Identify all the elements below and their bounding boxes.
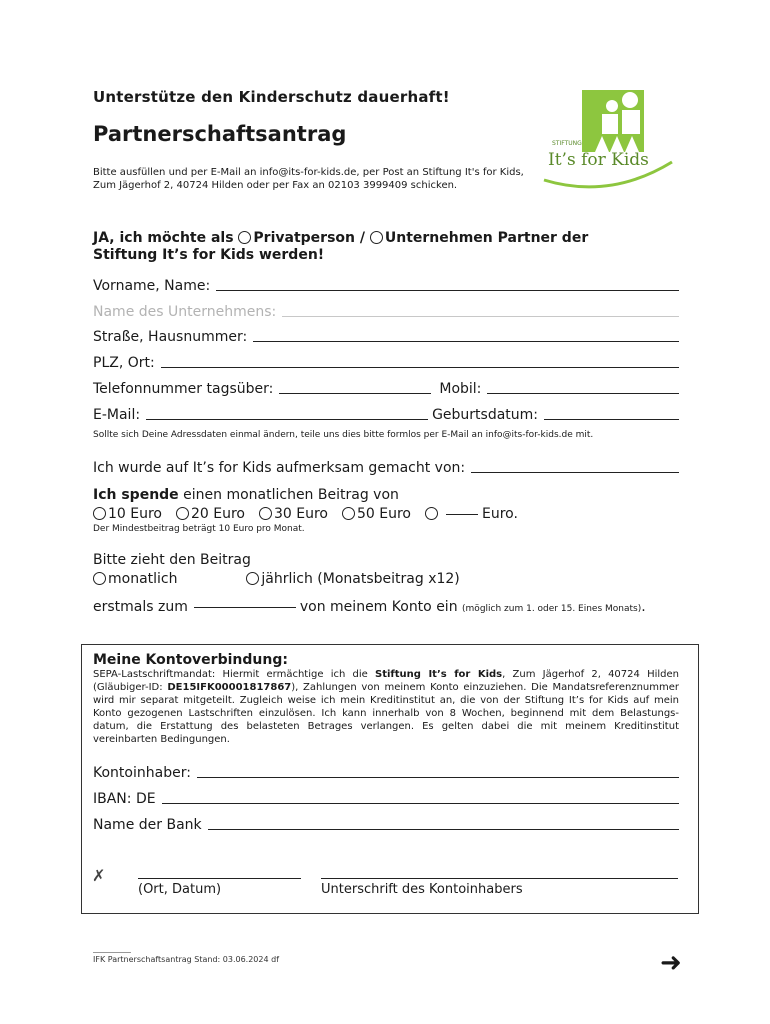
first-debit — [93, 599, 646, 615]
field-city — [93, 351, 679, 371]
radio-privatperson[interactable] — [238, 231, 251, 244]
account-holder-input[interactable] — [197, 776, 679, 778]
field-bank-name — [93, 813, 679, 833]
field-iban — [93, 787, 679, 807]
option-20-euro: 20 Euro — [191, 506, 245, 522]
email-label: E-Mail: — [93, 407, 141, 423]
place-date-input[interactable] — [138, 878, 301, 879]
logo-name: It’s for Kids — [548, 150, 649, 170]
option-monthly: monatlich — [108, 571, 178, 587]
field-account-holder — [93, 761, 679, 781]
mobile-label: Mobil: — [439, 381, 482, 397]
street-label: Straße, Hausnummer: — [93, 329, 248, 345]
first-debit-note: (möglich zum 1. oder 15. Eines Monats) — [462, 604, 642, 614]
mobile-input[interactable] — [487, 392, 679, 394]
first-debit-date-input[interactable] — [194, 606, 296, 608]
field-name — [93, 274, 679, 294]
attention-label: Ich wurde auf It’s for Kids aufmerksam gemacht von: — [93, 460, 466, 476]
sepa-creditor-id: DE15IFK00001817867 — [167, 682, 292, 693]
sepa-text-3: ), Zahlungen von meinem Konto einzuziehen. Die Mandatsreferenznummer wird mir separat mitgeteilt. Zugleich weise ich mein Kreditinstitut an, die von der Stiftung It’s for Kids auf mein Konto gezogenen Lastschriften einzulösen. Ich kann innerhalb von 8 Wochen, beginnend mit dem Belastungs-datum, die Erstattung des belasteten Betrages verlangen. Es gelten dabei die mit meinem Kreditinstitut vereinbarten Bedingungen. — [93, 682, 679, 745]
custom-amount-input[interactable] — [446, 513, 478, 515]
field-attention — [93, 456, 679, 476]
next-page-arrow-icon[interactable]: ➜ — [660, 948, 682, 978]
option-unternehmen: Unternehmen Partner der — [384, 230, 589, 246]
debit-frequency — [93, 571, 460, 587]
radio-30-euro[interactable] — [259, 507, 272, 520]
sepa-mandate-text — [93, 668, 679, 746]
bank-name-input[interactable] — [208, 828, 679, 830]
city-input[interactable] — [161, 366, 679, 368]
radio-unternehmen[interactable] — [370, 231, 383, 244]
signature-input[interactable] — [321, 878, 678, 879]
debit-heading: Bitte zieht den Beitrag — [93, 552, 251, 568]
first-debit-prefix: erstmals zum — [93, 599, 188, 615]
birthdate-input[interactable] — [544, 418, 679, 420]
partner-type-question — [93, 230, 613, 264]
iban-label: IBAN: DE — [93, 791, 156, 807]
ja-line2: Stiftung It’s for Kids werden! — [93, 247, 325, 263]
footer-divider — [93, 952, 131, 953]
option-30-euro: 30 Euro — [274, 506, 328, 522]
field-phone — [93, 377, 679, 397]
sepa-text-2: , Zum Jägerhof 2, 40724 Hilden (Gläubiger-ID: — [93, 669, 679, 693]
field-email — [93, 403, 679, 423]
first-debit-end: . — [641, 599, 646, 615]
street-input[interactable] — [253, 340, 679, 342]
radio-20-euro[interactable] — [176, 507, 189, 520]
ja-prefix: JA, ich möchte als — [93, 230, 234, 246]
name-label: Vorname, Name: — [93, 278, 211, 294]
custom-euro-suffix: Euro. — [482, 506, 518, 522]
signature-mark-icon: ✗ — [92, 866, 106, 885]
signature-label: Unterschrift des Kontoinhabers — [321, 882, 523, 897]
account-holder-label: Kontoinhaber: — [93, 765, 191, 781]
radio-50-euro[interactable] — [342, 507, 355, 520]
iban-input[interactable] — [162, 802, 679, 804]
donation-rest: einen monatlichen Beitrag von — [183, 487, 399, 503]
company-label: Name des Unternehmens: — [93, 304, 277, 320]
donation-heading — [93, 487, 399, 503]
birthdate-label: Geburtsdatum: — [432, 407, 539, 423]
radio-10-euro[interactable] — [93, 507, 106, 520]
first-debit-suffix: von meinem Konto ein — [299, 599, 458, 615]
option-privatperson: Privatperson / — [253, 230, 365, 246]
option-10-euro: 10 Euro — [108, 506, 162, 522]
logo-small-text: STIFTUNG — [552, 140, 582, 147]
sepa-text-1: SEPA-Lastschriftmandat: Hiermit ermächtige ich die — [93, 669, 375, 680]
donation-options — [93, 506, 532, 522]
company-input[interactable] — [282, 315, 679, 317]
intro-text: Bitte ausfüllen und per E-Mail an info@its-for-kids.de, per Post an Stiftung It's for Kids, Zum Jägerhof 2, 40724 Hilden oder per Fax an 02103 3999409 schicken. — [93, 167, 524, 191]
min-amount-note: Der Mindestbeitrag beträgt 10 Euro pro Monat. — [93, 524, 305, 534]
radio-yearly[interactable] — [246, 572, 259, 585]
phone-input[interactable] — [279, 392, 431, 394]
sepa-creditor-name: Stiftung It’s for Kids — [375, 669, 503, 680]
field-street — [93, 325, 679, 345]
its-for-kids-logo — [540, 88, 680, 193]
bank-details-title: Meine Kontoverbindung: — [93, 652, 288, 668]
city-label: PLZ, Ort: — [93, 355, 155, 371]
place-date-label: (Ort, Datum) — [138, 882, 222, 897]
radio-custom-euro[interactable] — [425, 507, 438, 520]
address-note: Sollte sich Deine Adressdaten einmal ändern, teile uns dies bitte formlos per E-Mail an info@its-for-kids.de mit. — [93, 430, 594, 440]
phone-label: Telefonnummer tagsüber: — [93, 381, 274, 397]
bank-name-label: Name der Bank — [93, 817, 202, 833]
option-yearly: jährlich (Monatsbeitrag x12) — [261, 571, 460, 587]
radio-monthly[interactable] — [93, 572, 106, 585]
page-title: Partnerschaftsantrag — [93, 122, 347, 146]
field-company — [93, 300, 679, 320]
tagline: Unterstütze den Kinderschutz dauerhaft! — [93, 88, 450, 106]
option-50-euro: 50 Euro — [357, 506, 411, 522]
footer-text: IFK Partnerschaftsantrag Stand: 03.06.2024 df — [93, 955, 280, 964]
attention-input[interactable] — [471, 471, 679, 473]
name-input[interactable] — [216, 289, 679, 291]
email-input[interactable] — [146, 418, 428, 420]
donation-bold: Ich spende — [93, 487, 179, 503]
